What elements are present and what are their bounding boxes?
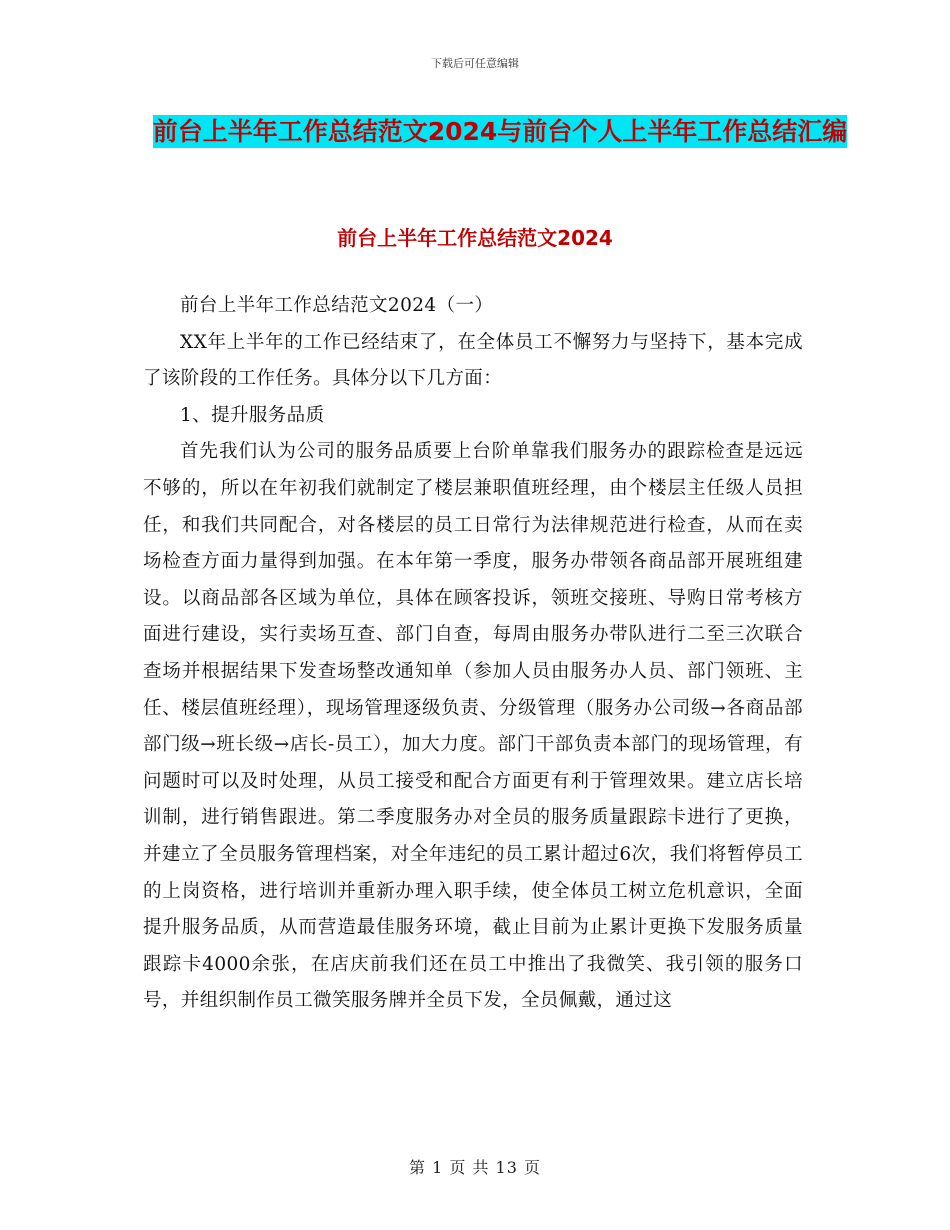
page-footer: 第 1 页 共 13 页	[409, 1158, 541, 1177]
document-title	[140, 110, 860, 153]
paragraph-heading-1: 1、提升服务品质	[180, 404, 325, 426]
document-title-text: 前台上半年工作总结范文2024与前台个人上半年工作总结汇编	[152, 117, 848, 146]
section-title: 前台上半年工作总结范文2024	[337, 226, 613, 250]
paragraph-body: 首先我们认为公司的服务品质要上台阶单靠我们服务办的跟踪检查是远远不够的，所以在年初我们就制定了楼层兼职值班经理，由个楼层主任级人员担任，和我们共同配合，对各楼层的员工日常行为法律规范进行检查，从而在卖场检查方面力量得到加强。在本年第一季度，服务办带领各商品部开展班组建设。以商品部各区域为单位，具体在顾客投诉，领班交接班、导购日常考核方面进行建设，实行卖场互查、部门自查，每周由服务办带队进行二至三次联合查场并根据结果下发查场整改通知单（参加人员由服务办人员、部门领班、主任、楼层值班经理），现场管理逐级负责、分级管理（服务办公司级→各商品部部门级→班长级→店长-员工），加大力度。部门干部负责本部门的现场管理，有问题时可以及时处理，从员工接受和配合方面更有利于管理效果。建立店长培训制，进行销售跟进。第二季度服务办对全员的服务质量跟踪卡进行了更换，并建立了全员服务管理档案，对全年违纪的员工累计超过6次，我们将暂停员工的上岗资格，进行培训并重新办理入职手续，使全体员工树立危机意识，全面提升服务品质，从而营造最佳服务环境，截止目前为止累计更换下发服务质量跟踪卡4000余张，在店庆前我们还在员工中推出了我微笑、我引领的服务口号，并组织制作员工微笑服务牌并全员下发，全员佩戴，通过这	[143, 441, 803, 1012]
paragraph-intro: XX年上半年的工作已经结束了，在全体员工不懈努力与坚持下，基本完成了该阶段的工作任务。具体分以下几方面：	[143, 331, 803, 390]
document-body	[143, 288, 803, 1020]
page-header-note: 下载后可任意编辑	[431, 57, 519, 70]
paragraph-subtitle: 前台上半年工作总结范文2024（一）	[180, 295, 494, 316]
